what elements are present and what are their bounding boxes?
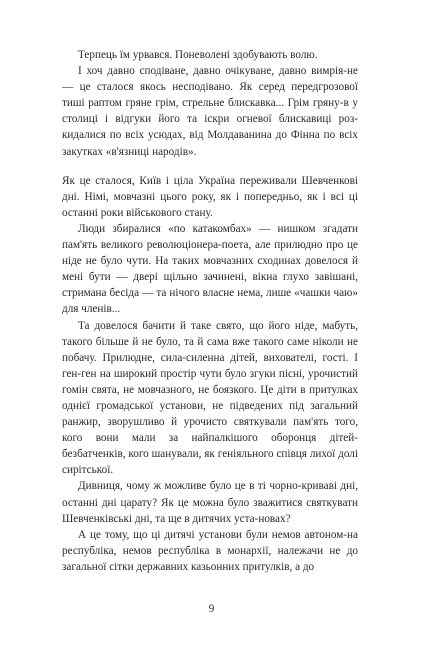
paragraph: Терпець їм урвався. Поневолені здобувають волю. xyxy=(78,49,318,61)
paragraph: Люди збиралися «по катакомбах» — нишком згадати пам'ять великого революціонера-поета, але прилюдно про це ніде не було чути. На таких мовчазних сходинах довелося й мені бути — двері щільно зачинені, вікна глухо завішані, стримана бесіда — та нічого власне нема, лише «чашки чаю» для членів... xyxy=(62,222,358,316)
page-body xyxy=(62,47,358,575)
paragraph: А це тому, що ці дитячі установи були немов автоном-на республіка, немов республіка в монархії, належачи не до загальної сітки державних казьонних притулків, а до xyxy=(62,528,358,573)
paragraph: Дивниця, чому ж можливе було це в ті чорно-криваві дні, останні дні царату? Як це можна було зважитися святкувати Шевченківські дні, та ще в дитячих уста-новах? xyxy=(62,480,358,525)
paragraph: Як це сталося, Київ і ціла Україна переживали Шевченкові дні. Німі, мовчазні цього року, як і попередньо, як і всі ці останні роки військового стану. xyxy=(62,174,358,219)
section-gap xyxy=(62,160,358,173)
page-number: 9 xyxy=(208,603,215,615)
paragraph: І хоч давно сподіване, давно очікуване, давно вимрія-не — це сталося якось несподівано. Як серед передгрозової тиші раптом гряне грім, стрельне блискавка... Грім гряну-в у столиці і відгуки його та іскри огневої блискавиці роз-кидалися по всіх усюдах, від Молдаванина до Фінна по всіх закутках «в'язниці народів». xyxy=(62,65,358,158)
paragraph: Та довелося бачити й таке свято, що його ніде, мабуть, такого більше й не було, та й сама вже такого саме ніколи не побачу. Прилюдне, сила-силенна дітей, вихователі, гості. І ген-ген на широкий простір чути було згуки пісні, урочистий гомін свята, не мовчазного, не боязкого. Це діти в притулках однієї громадської установи, не підведених під загальний ранжир, зворушливо й урочисто святкували пам'ять того, кого вони мали за найпалкішого оборонця дітей-безбатченків, кого шанували, як геніяльного співця лихої долі сирітської. xyxy=(62,319,358,477)
